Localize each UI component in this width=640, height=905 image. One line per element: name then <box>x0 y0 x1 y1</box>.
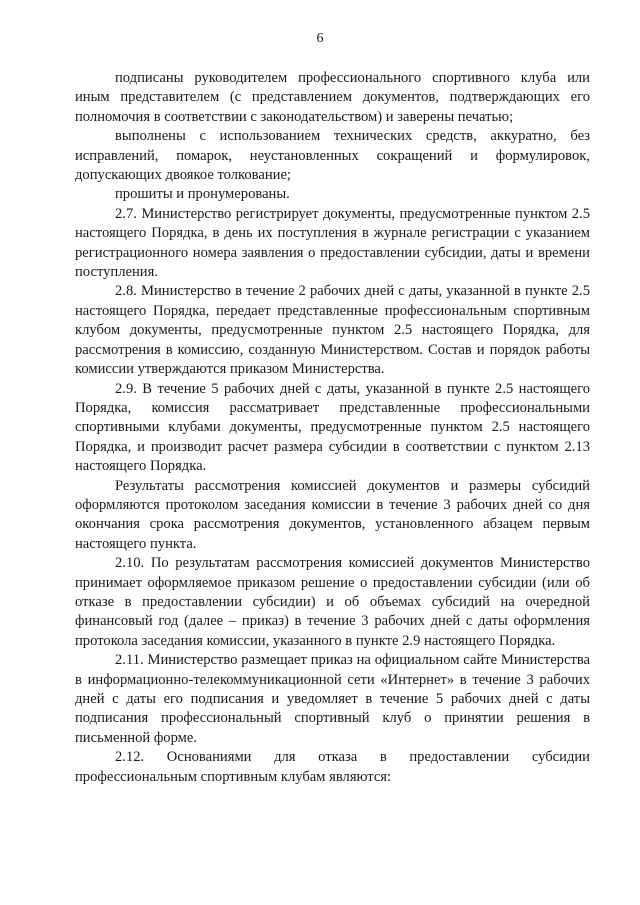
paragraph-2-11: 2.11. Министерство размещает приказ на официальном сайте Министерства в информационно-телекоммуникационной сети «Интернет» в течение 3 рабочих дней с даты его подписания и уведомляет в течение 5 рабочих дней с даты подписания профессиональный спортивный клуб о принятии решения в письменной форме. <box>75 652 590 746</box>
paragraph-results: Результаты рассмотрения комиссией документов и размеры субсидий оформляются протоколом заседания комиссии в течение 3 рабочих дней со дня окончания срока рассмотрения документов, установленного абзацем первым настоящего пункта. <box>75 477 590 552</box>
paragraph-signed: подписаны руководителем профессионального спортивного клуба или иным представителем (с представлением документов, подтверждающих его полномочия в соответствии с законодательством) и заверены печатью; <box>75 70 590 125</box>
page-number: 6 <box>316 31 324 46</box>
paragraph-bound: прошиты и пронумерованы. <box>115 186 290 203</box>
paragraph-2-9: 2.9. В течение 5 рабочих дней с даты, указанной в пункте 2.5 настоящего Порядка, комиссия рассматривает представленные профессиональными спортивными клубами документы, предусмотренные пунктом 2.5 настоящего Порядка, и производит расчет размера субсидии в соответствии с пунктом 2.13 настоящего Порядка. <box>75 380 590 475</box>
paragraph-2-8: 2.8. Министерство в течение 2 рабочих дней с даты, указанной в пункте 2.5 настоящего Порядка, передает представленные профессиональным спортивным клубом документы, предусмотренные пунктом 2.5 настоящего Порядка, для рассмотрения в комиссию, созданную Министерством. Состав и порядок работы комиссии утверждаются приказом Министерства. <box>75 283 590 378</box>
paragraph-2-12: 2.12. Основаниями для отказа в предоставлении субсидии профессиональным спортивным клубам являются: <box>75 749 590 785</box>
paragraph-2-7: 2.7. Министерство регистрирует документы, предусмотренные пунктом 2.5 настоящего Порядка, в день их поступления в журнале регистрации с указанием регистрационного номера заявления о предоставлении субсидии, даты и времени поступления. <box>75 205 590 281</box>
paragraph-2-10: 2.10. По результатам рассмотрения комиссией документов Министерство принимает оформляемое приказом решение о предоставлении субсидии (или об отказе в предоставлении субсидии) и об объемах субсидий на очередной финансовый год (далее – приказ) в течение 3 рабочих дней с даты оформления протокола заседания комиссии, указанного в пункте 2.9 настоящего Порядка. <box>75 555 590 649</box>
paragraph-executed: выполнены с использованием технических средств, аккуратно, без исправлений, помарок, неустановленных сокращений и формулировок, допускающих двоякое толкование; <box>75 128 590 184</box>
document-body <box>75 69 590 787</box>
